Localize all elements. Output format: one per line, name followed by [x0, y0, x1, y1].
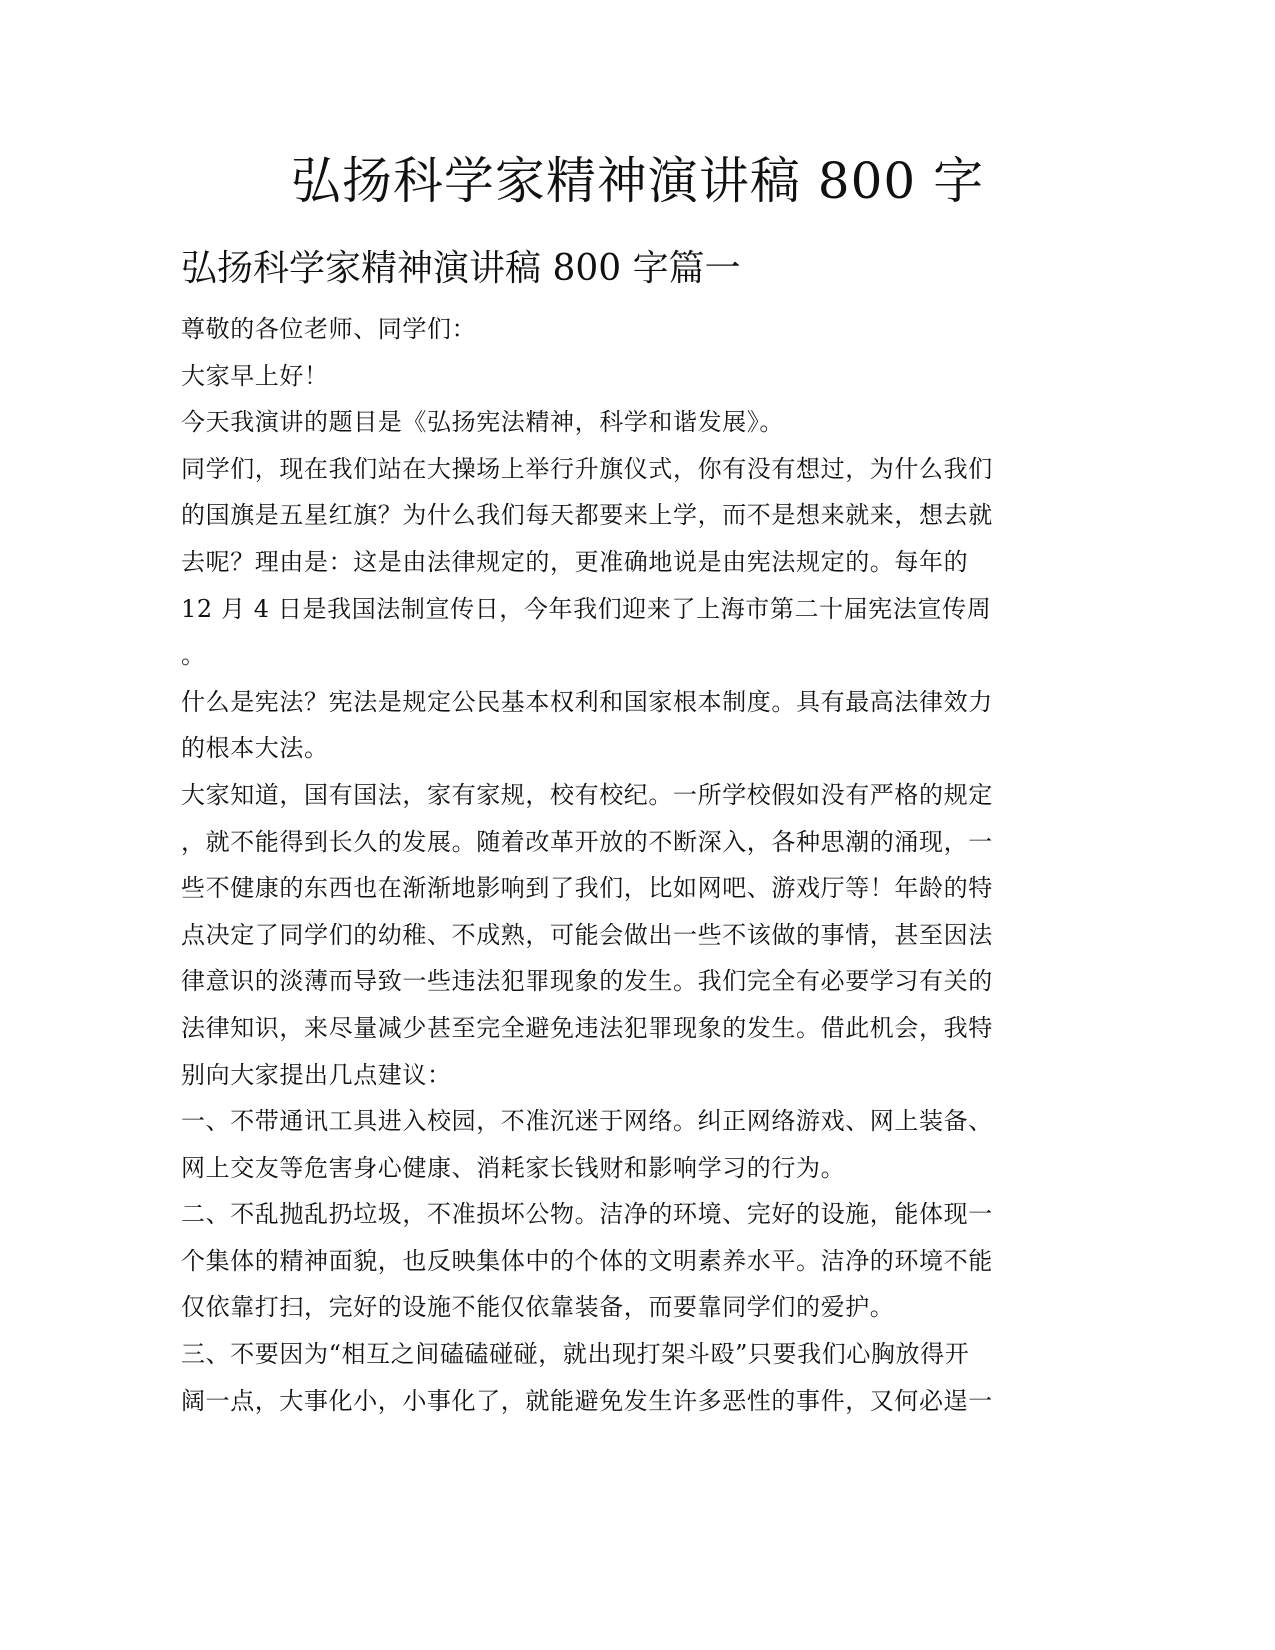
text-line: 的根本大法。	[181, 734, 329, 763]
text-line: 阔一点，大事化小，小事化了，就能避免发生许多恶性的事件，又何必逞一	[181, 1386, 993, 1415]
text-line: 大家知道，国有国法，家有家规，校有校纪。一所学校假如没有严格的规定	[181, 780, 993, 809]
text-line: 网上交友等危害身心健康、消耗家长钱财和影响学习的行为。	[181, 1153, 846, 1182]
text-line: 点决定了同学们的幼稚、不成熟，可能会做出一些不该做的事情，甚至因法	[181, 920, 993, 949]
text-line: 别向大家提出几点建议：	[181, 1060, 452, 1089]
document-body	[181, 306, 1061, 1424]
text-line: 法律知识，来尽量减少甚至完全避免违法犯罪现象的发生。借此机会，我特	[181, 1013, 993, 1042]
text-line: 尊敬的各位老师、同学们：	[181, 315, 477, 343]
text-line: 二、不乱抛乱扔垃圾，不准损坏公物。洁净的环境、完好的设施，能体现一	[181, 1200, 993, 1229]
section-heading: 弘扬科学家精神演讲稿 800 字篇一	[181, 248, 741, 289]
text-line: 。	[181, 641, 206, 670]
text-line: 仅依靠打扫，完好的设施不能仅依靠装备，而要靠同学们的爱护。	[181, 1293, 895, 1322]
text-line: 什么是宪法？宪法是规定公民基本权利和国家根本制度。具有最高法律效力	[181, 687, 993, 716]
text-line: 大家早上好！	[181, 361, 329, 390]
text-line: 三、不要因为“相互之间磕磕碰碰，就出现打架斗殴”只要我们心胸放得开	[181, 1340, 970, 1369]
text-line: ，就不能得到长久的发展。随着改革开放的不断深入，各种思潮的涌现，一	[181, 827, 993, 856]
text-line: 的国旗是五星红旗？为什么我们每天都要来上学，而不是想来就来，想去就	[181, 501, 993, 530]
text-line: 些不健康的东西也在渐渐地影响到了我们，比如网吧、游戏厅等！年龄的特	[181, 874, 993, 903]
text-line: 去呢？理由是：这是由法律规定的，更准确地说是由宪法规定的。每年的	[181, 547, 969, 576]
text-line: 个集体的精神面貌，也反映集体中的个体的文明素养水平。洁净的环境不能	[181, 1246, 993, 1275]
text-line: 12 月 4 日是我国法制宣传日，今年我们迎来了上海市第二十届宪法宣传周	[181, 594, 992, 623]
text-line: 律意识的淡薄而导致一些违法犯罪现象的发生。我们完全有必要学习有关的	[181, 967, 993, 996]
document-title: 弘扬科学家精神演讲稿 800 字	[290, 152, 985, 210]
text-line: 今天我演讲的题目是《弘扬宪法精神，科学和谐发展》。	[181, 408, 784, 437]
text-line: 一、不带通讯工具进入校园，不准沉迷于网络。纠正网络游戏、网上装备、	[181, 1107, 993, 1136]
text-line: 同学们，现在我们站在大操场上举行升旗仪式，你有没有想过，为什么我们	[181, 454, 993, 483]
